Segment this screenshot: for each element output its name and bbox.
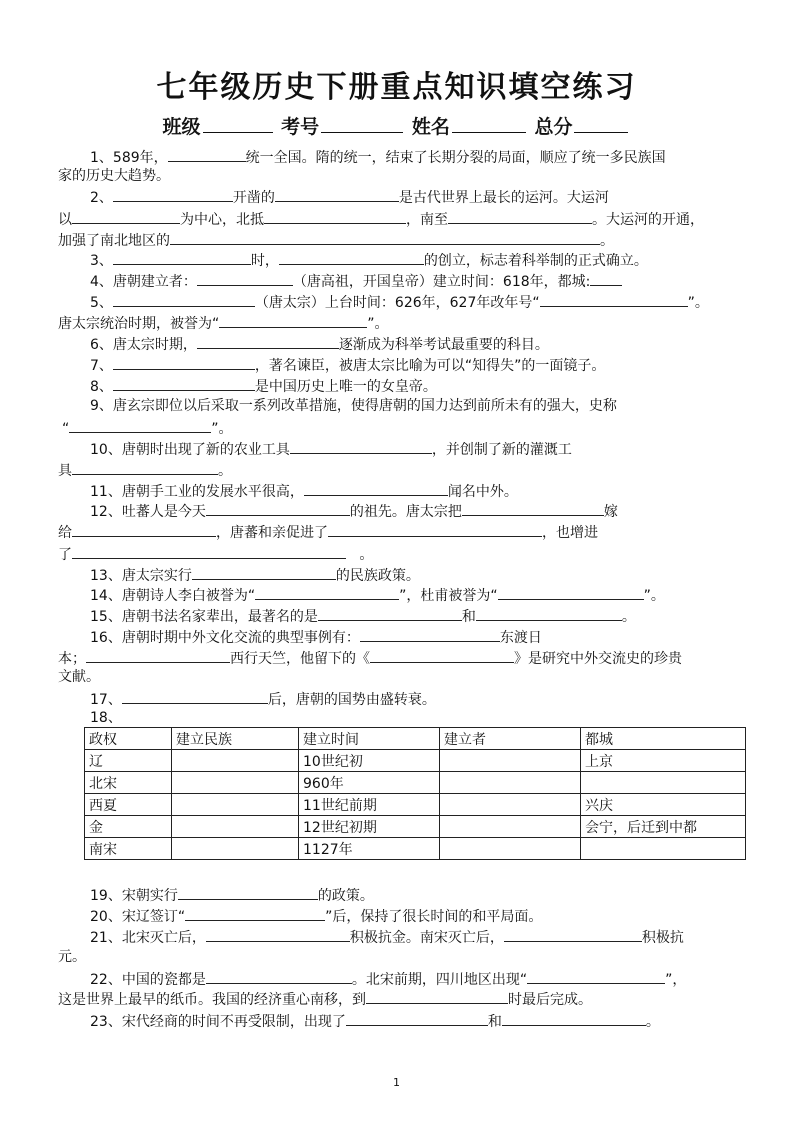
question-23: 23、宋代经商的时间不再受限制，出现了 和 。 — [90, 1010, 660, 1032]
score-field[interactable] — [574, 112, 628, 133]
question-11: 11、唐朝手工业的发展水平很高， 闻名中外。 — [90, 480, 518, 502]
question-10-cont: 具 。 — [58, 459, 232, 481]
table-header-cell: 政权 — [85, 728, 172, 750]
table-header-cell: 建立时间 — [299, 728, 440, 750]
table-cell: 会宁，后迁到中都 — [581, 816, 746, 838]
question-5-cont: 唐太宗统治时期，被誉为“ ”。 — [58, 312, 389, 334]
answer-blank[interactable] — [498, 584, 644, 600]
answer-blank[interactable] — [168, 146, 246, 162]
question-22-cont: 这是世界上最早的纸币。我国的经济重心南移，到 时最后完成。 — [58, 988, 592, 1010]
answer-blank[interactable] — [197, 333, 339, 349]
answer-blank[interactable] — [346, 1010, 488, 1026]
question-9-cont: “ ”。 — [62, 417, 233, 439]
table-header-cell: 都城 — [581, 728, 746, 750]
table-header-cell: 建立民族 — [172, 728, 299, 750]
table-header-cell: 建立者 — [440, 728, 581, 750]
question-2-cont: 以 为中心，北抵 ，南至 。大运河的开通， — [58, 208, 704, 230]
dynasty-table — [84, 727, 746, 860]
question-2-cont2: 加强了南北地区的 。 — [58, 229, 614, 251]
answer-blank[interactable] — [113, 186, 233, 202]
answer-blank[interactable] — [304, 480, 448, 496]
question-16-cont: 本； 西行天竺，他留下的《 》是研究中外交流史的珍贵 — [58, 647, 682, 669]
question-12-cont: 给 ，唐蕃和亲促进了 ，也增进 — [58, 521, 598, 543]
table-cell-blank[interactable] — [172, 816, 299, 838]
table-cell-blank[interactable] — [440, 794, 581, 816]
score-label: 总分 — [534, 116, 573, 138]
table-cell-blank[interactable] — [440, 772, 581, 794]
question-10: 10、唐朝时出现了新的农业工具 ，并创制了新的灌溉工 — [90, 438, 572, 460]
question-19: 19、宋朝实行 的政策。 — [90, 884, 374, 906]
answer-blank[interactable] — [72, 521, 216, 537]
answer-blank[interactable] — [264, 208, 406, 224]
table-cell-blank[interactable] — [172, 838, 299, 860]
table-row — [85, 816, 746, 838]
table-cell-blank[interactable] — [440, 816, 581, 838]
question-8: 8、 是中国历史上唯一的女皇帝。 — [90, 375, 437, 397]
question-5: 5、 （唐太宗）上台时间：626年，627年改年号“ ”。 — [90, 291, 709, 313]
question-13: 13、唐太宗实行 的民族政策。 — [90, 564, 420, 586]
answer-blank[interactable] — [462, 500, 604, 516]
question-7: 7、 ，著名谏臣，被唐太宗比喻为可以“知得失”的一面镜子。 — [90, 354, 605, 376]
question-4: 4、唐朝建立者： （唐高祖，开国皇帝）建立时间：618年，都城: — [90, 270, 622, 292]
question-15: 15、唐朝书法名家辈出，最著名的是 和 。 — [90, 605, 636, 627]
table-cell: 10世纪初 — [299, 750, 440, 772]
table-cell: 960年 — [299, 772, 440, 794]
answer-blank[interactable] — [206, 926, 350, 942]
exam-no-field[interactable] — [321, 112, 403, 133]
table-cell: 辽 — [85, 750, 172, 772]
answer-blank[interactable] — [527, 968, 665, 984]
answer-blank[interactable] — [69, 417, 211, 433]
question-1-cont: 家的历史大趋势。 — [58, 168, 170, 184]
page-title: 七年级历史下册重点知识填空练习 — [156, 70, 637, 105]
answer-blank[interactable] — [113, 375, 255, 391]
answer-blank[interactable] — [448, 208, 592, 224]
table-row — [85, 794, 746, 816]
table-cell-blank[interactable] — [440, 750, 581, 772]
answer-blank[interactable] — [370, 647, 514, 663]
question-12: 12、吐蕃人是今天 的祖先。唐太宗把 嫁 — [90, 500, 618, 522]
question-21-cont: 元。 — [58, 949, 86, 965]
answer-blank[interactable] — [178, 884, 318, 900]
question-20: 20、宋辽签订“ ”后，保持了很长时间的和平局面。 — [90, 905, 542, 927]
question-16-cont2: 文献。 — [58, 669, 100, 685]
answer-blank[interactable] — [279, 249, 424, 265]
answer-blank[interactable] — [72, 543, 346, 559]
question-18: 18、 — [90, 710, 122, 726]
answer-blank[interactable] — [72, 208, 180, 224]
question-3: 3、 时， 的创立，标志着科举制的正式确立。 — [90, 249, 648, 271]
answer-blank[interactable] — [170, 229, 600, 245]
table-row — [85, 772, 746, 794]
answer-blank[interactable] — [113, 354, 255, 370]
table-row — [85, 838, 746, 860]
table-row — [85, 750, 746, 772]
question-17: 17、 后，唐朝的国势由盛转衰。 — [90, 688, 436, 710]
answer-blank[interactable] — [206, 968, 352, 984]
answer-blank[interactable] — [206, 500, 350, 516]
table-cell-blank[interactable] — [172, 772, 299, 794]
answer-blank[interactable] — [197, 270, 293, 286]
table-cell: 西夏 — [85, 794, 172, 816]
answer-blank[interactable] — [590, 270, 622, 286]
answer-blank[interactable] — [318, 605, 462, 621]
question-9: 9、唐玄宗即位以后采取一系列改革措施，使得唐朝的国力达到前所未有的强大，史称 — [90, 398, 617, 414]
table-cell-blank[interactable] — [172, 794, 299, 816]
table-header-row — [85, 728, 746, 750]
question-21: 21、北宋灭亡后， 积极抗金。南宋灭亡后， 积极抗 — [90, 926, 684, 948]
table-cell-blank[interactable] — [172, 750, 299, 772]
answer-blank[interactable] — [255, 584, 399, 600]
answer-blank[interactable] — [502, 1010, 646, 1026]
table-cell-blank[interactable] — [440, 838, 581, 860]
answer-blank[interactable] — [113, 291, 255, 307]
table-cell: 上京 — [581, 750, 746, 772]
answer-blank[interactable] — [275, 186, 399, 202]
name-field[interactable] — [452, 112, 526, 133]
question-16: 16、唐朝时期中外文化交流的典型事例有： 东渡日 — [90, 626, 542, 648]
table-cell: 11世纪前期 — [299, 794, 440, 816]
answer-blank[interactable] — [504, 926, 642, 942]
student-info-header — [0, 112, 793, 139]
table-cell: 12世纪初期 — [299, 816, 440, 838]
answer-blank[interactable] — [290, 438, 432, 454]
question-14: 14、唐朝诗人李白被誉为“ ”，杜甫被誉为“ ”。 — [90, 584, 665, 606]
table-cell: 兴庆 — [581, 794, 746, 816]
table-cell: 金 — [85, 816, 172, 838]
class-label: 班级 — [162, 116, 201, 138]
answer-blank[interactable] — [86, 647, 230, 663]
answer-blank[interactable] — [192, 564, 336, 580]
table-cell: 1127年 — [299, 838, 440, 860]
table-cell-blank[interactable] — [581, 772, 746, 794]
question-1: 1、589年， 统一全国。隋的统一，结束了长期分裂的局面，顺应了统一多民族国 — [90, 146, 666, 168]
answer-blank[interactable] — [328, 521, 542, 537]
answer-blank[interactable] — [72, 459, 218, 475]
answer-blank[interactable] — [366, 988, 508, 1004]
name-label: 姓名 — [411, 116, 450, 138]
table-cell: 南宋 — [85, 838, 172, 860]
answer-blank[interactable] — [122, 688, 268, 704]
question-22: 22、中国的瓷都是 。北宋前期，四川地区出现“ ”， — [90, 968, 686, 990]
class-field[interactable] — [203, 112, 273, 133]
answer-blank[interactable] — [113, 249, 251, 265]
table-cell: 北宋 — [85, 772, 172, 794]
table-cell-blank[interactable] — [581, 838, 746, 860]
question-6: 6、唐太宗时期， 逐渐成为科举考试最重要的科目。 — [90, 333, 549, 355]
answer-blank[interactable] — [219, 312, 367, 328]
exam-no-label: 考号 — [281, 116, 320, 138]
question-2: 2、 开凿的 是古代世界上最长的运河。大运河 — [90, 186, 609, 208]
page-number: 1 — [393, 1076, 400, 1089]
answer-blank[interactable] — [360, 626, 500, 642]
answer-blank[interactable] — [185, 905, 325, 921]
question-12-cont2: 了 。 — [58, 543, 373, 565]
answer-blank[interactable] — [476, 605, 622, 621]
answer-blank[interactable] — [540, 291, 688, 307]
